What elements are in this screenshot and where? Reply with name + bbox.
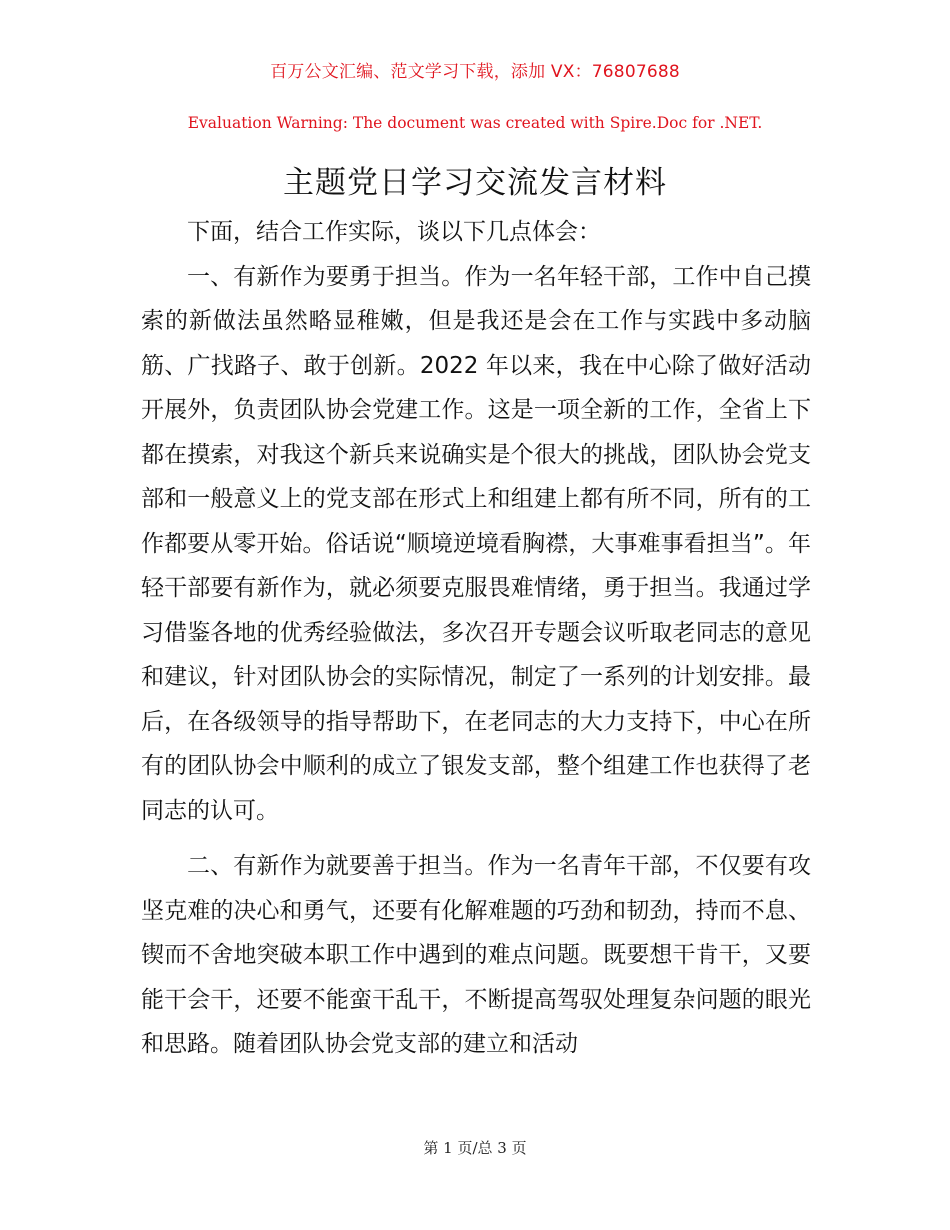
document-title: 主题党日学习交流发言材料 [283, 165, 667, 201]
paragraph-intro: 下面，结合工作实际，谈以下几点体会： [187, 219, 601, 245]
page-indicator: 第 1 页/总 3 页 [423, 1139, 527, 1157]
header-banner: 百万公文汇编、范文学习下载，添加 VX：76807688 [270, 62, 680, 82]
paragraph-section-1: 一、有新作为要勇于担当。作为一名年轻干部，工作中自己摸索的新做法虽然略显稚嫩，但是我还是会在工作与实践中多动脑筋、广找路子、敢于创新。2022 年以来，我在中心除了做好活动开展外，负责团队协会党建工作。这是一项全新的工作，全省上下都在摸索，对我这个新兵来说确实是个很大的挑战，团队协会党支部和一般意义上的党支部在形式上和组建上都有所不同，所有的工作都要从零开始。俗话说“顺境逆境看胸襟，大事难事看担当”。年轻干部要有新作为，就必须要克服畏难情绪，勇于担当。我通过学习借鉴各地的优秀经验做法，多次召开专题会议听取老同志的意见和建议，针对团队协会的实际情况，制定了一系列的计划安排。最后，在各级领导的指导帮助下，在老同志的大力支持下，中心在所有的团队协会中顺利的成立了银发支部，整个组建工作也获得了老同志的认可。 [141, 263, 811, 824]
paragraph-section-2: 二、有新作为就要善于担当。作为一名青年干部，不仅要有攻坚克难的决心和勇气，还要有化解难题的巧劲和韧劲，持而不息、锲而不舍地突破本职工作中遇到的难点问题。既要想干肯干，又要能干会干，还要不能蛮干乱干，不断提高驾驭处理复杂问题的眼光和思路。随着团队协会党支部的建立和活动 [141, 853, 811, 1057]
document-body [141, 210, 811, 1067]
evaluation-warning: Evaluation Warning: The document was created with Spire.Doc for .NET. [187, 114, 763, 132]
